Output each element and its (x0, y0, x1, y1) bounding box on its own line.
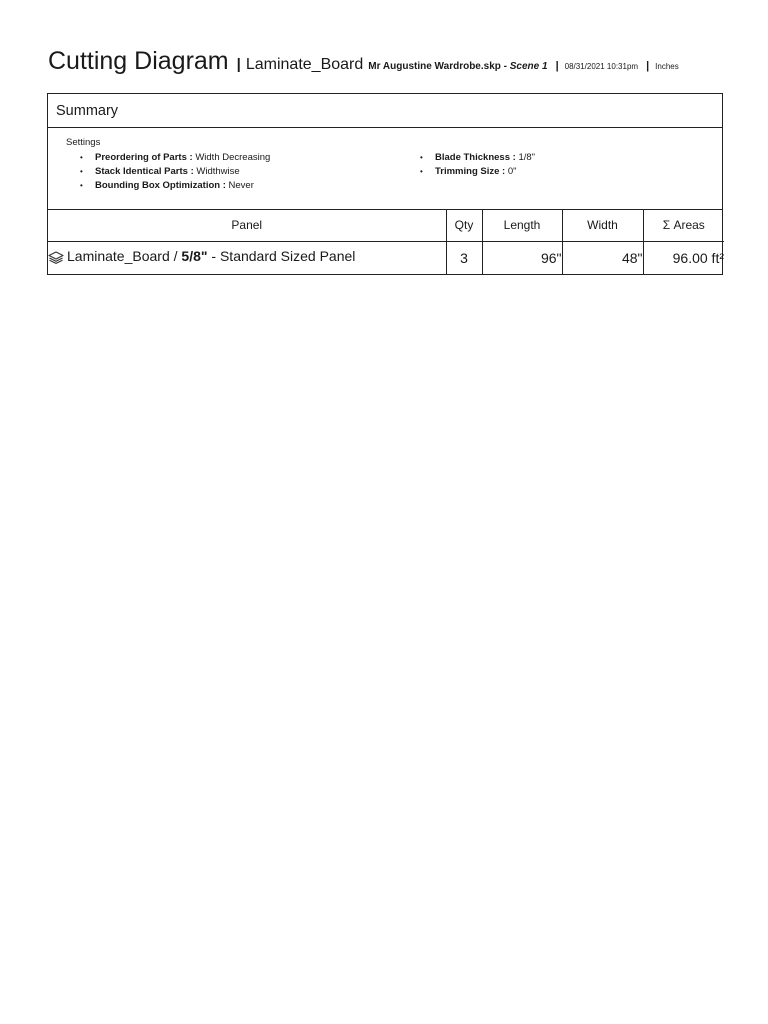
setting-item (80, 165, 270, 179)
table-row (48, 241, 724, 274)
setting-item (80, 179, 270, 193)
file-scene-separator: - (500, 61, 510, 72)
summary-section (47, 93, 723, 275)
material-group-name: Laminate_Board (245, 56, 364, 73)
panel-description: - Standard Sized Panel (207, 248, 356, 265)
setting-kv-separator: : (220, 180, 229, 191)
setting-value: 0" (507, 166, 517, 177)
setting-kv-separator: : (186, 152, 196, 163)
setting-name: Trimming Size (435, 166, 500, 177)
setting-item (420, 151, 535, 165)
width-cell: 48" (562, 241, 643, 274)
report-header (48, 47, 748, 76)
setting-name: Blade Thickness (435, 152, 510, 163)
settings-list-right (420, 151, 535, 179)
setting-item (420, 165, 535, 179)
setting-kv-separator: : (187, 166, 197, 177)
setting-value: 1/8" (518, 152, 536, 163)
panels-table (48, 210, 724, 274)
settings-list-left (80, 151, 270, 193)
setting-value: Never (228, 180, 254, 191)
units-label: Inches (655, 62, 679, 71)
areas-cell: 96.00 ft² (643, 241, 724, 274)
settings-block (48, 128, 722, 210)
length-cell: 96" (482, 241, 562, 274)
setting-name: Stack Identical Parts (95, 166, 188, 177)
summary-title: Summary (48, 94, 722, 128)
header-separator: | (646, 60, 650, 72)
panel-thickness: 5/8" (181, 248, 208, 265)
setting-value: Widthwise (196, 166, 240, 177)
setting-name: Preordering of Parts (95, 152, 187, 163)
setting-value: Width Decreasing (195, 152, 271, 163)
column-header-qty: Qty (446, 210, 482, 241)
header-separator: | (236, 56, 241, 73)
qty-cell: 3 (446, 241, 482, 274)
column-header-areas: Σ Areas (643, 210, 724, 241)
column-header-width: Width (562, 210, 643, 241)
setting-kv-separator: : (499, 166, 508, 177)
report-date: 08/31/2021 10:31pm (564, 62, 639, 71)
page-title: Cutting Diagram (48, 47, 229, 75)
file-name: Mr Augustine Wardrobe.skp (368, 61, 501, 72)
panel-cell (48, 241, 446, 274)
panel-material: Laminate_Board (67, 248, 170, 265)
settings-label: Settings (66, 137, 101, 148)
layers-icon (48, 251, 64, 267)
table-header-row (48, 210, 724, 241)
column-header-length: Length (482, 210, 562, 241)
file-info (368, 61, 547, 72)
panel-slash: / (169, 248, 182, 265)
column-header-panel: Panel (48, 210, 446, 241)
setting-item (80, 151, 270, 165)
scene-name: Scene 1 (509, 61, 548, 72)
header-separator: | (555, 60, 559, 72)
setting-kv-separator: : (509, 152, 519, 163)
setting-name: Bounding Box Optimization (95, 180, 221, 191)
